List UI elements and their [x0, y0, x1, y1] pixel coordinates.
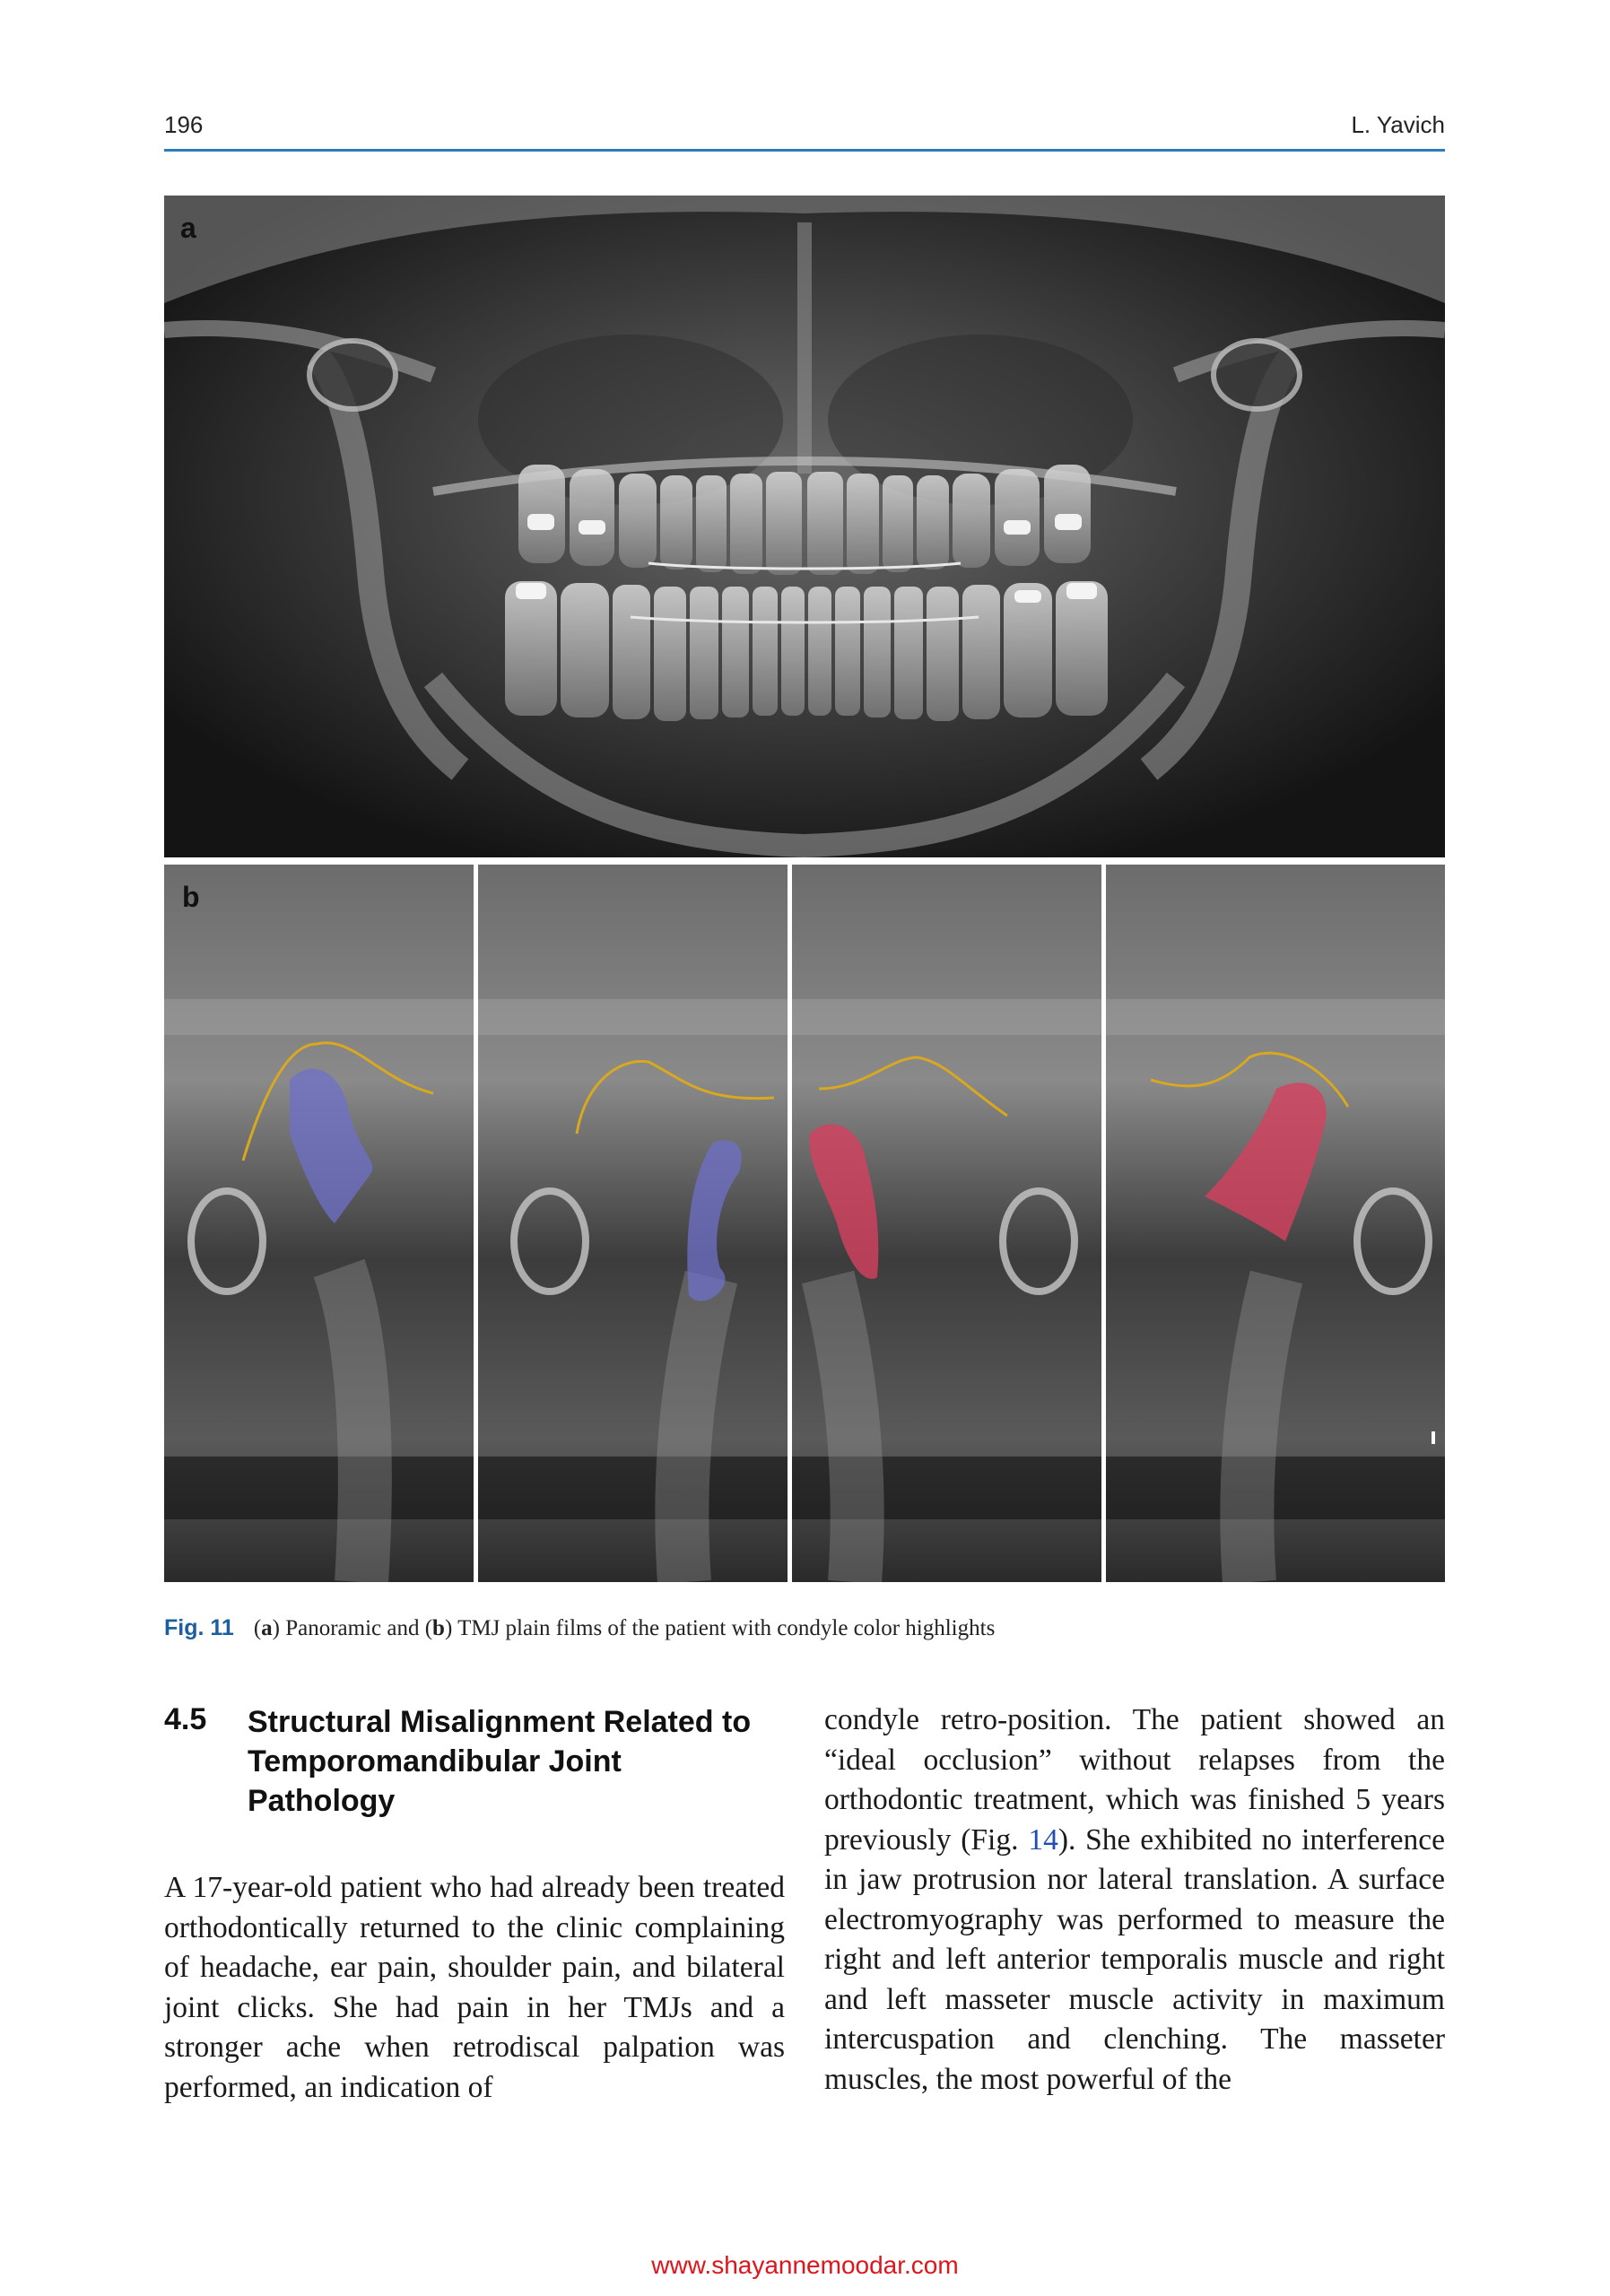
page-number: 196: [164, 111, 204, 138]
right-column-text-end: ). She exhibited no interference in jaw protrusion nor lateral translation. A surface electromyography was performed to measure the right and left anterior temporalis muscle and right and left masseter muscle activity in maximum intercuspation and clenching. The masseter muscles, the most powerful of the: [824, 1822, 1445, 2096]
tmj-films: [164, 865, 1445, 1582]
tmj-film-4: [1106, 865, 1445, 1582]
tmj-film-2: [478, 865, 788, 1582]
section-number: 4.5: [164, 1702, 207, 1736]
figure-caption: [164, 1615, 1445, 1641]
caption-letter-a: a: [261, 1616, 273, 1640]
right-column-text-start: condyle retro-position. The patient showed an “ideal occlusion” without relapses from the orthodontic treatment, which was finished 5 years previously (Fig.: [824, 1703, 1445, 1857]
caption-text-end: ) TMJ plain films of the patient with condyle color highlights: [444, 1616, 996, 1640]
figure-14-reference-link[interactable]: 14: [1028, 1822, 1058, 1857]
caption-letter-b: b: [432, 1616, 445, 1640]
panel-b-label: b: [182, 881, 200, 913]
body-text-left-column: A 17-year-old patient who had already been treated orthodontically returned to the clinic complaining of headache, ear pain, shoulder pain, and bilateral joint clicks. She had pain in her TMJs and a stronger ache when retrodiscal palpation was performed, an indication of: [164, 1871, 785, 2104]
caption-text-mid: ) Panoramic and (: [272, 1616, 433, 1640]
header-rule: [164, 149, 1445, 152]
panoramic-radiograph-graphic: [164, 196, 1445, 857]
body-text-right-column: [824, 1700, 1445, 2100]
running-header-author: L. Yavich: [1351, 111, 1445, 138]
tmj-film-3: [792, 865, 1101, 1582]
panel-a-label: a: [180, 212, 196, 244]
caption-open-paren-a: (: [253, 1616, 262, 1640]
tmj-films-graphic: [164, 865, 1445, 1582]
footer-website-url[interactable]: www.shayannemoodar.com: [651, 2251, 959, 2279]
panoramic-radiograph: [164, 196, 1445, 857]
section-title: Structural Misalignment Related to Temporomandibular Joint Pathology: [248, 1705, 752, 1818]
tmj-film-1: [164, 865, 474, 1582]
figure-label: Fig. 11: [164, 1615, 234, 1640]
